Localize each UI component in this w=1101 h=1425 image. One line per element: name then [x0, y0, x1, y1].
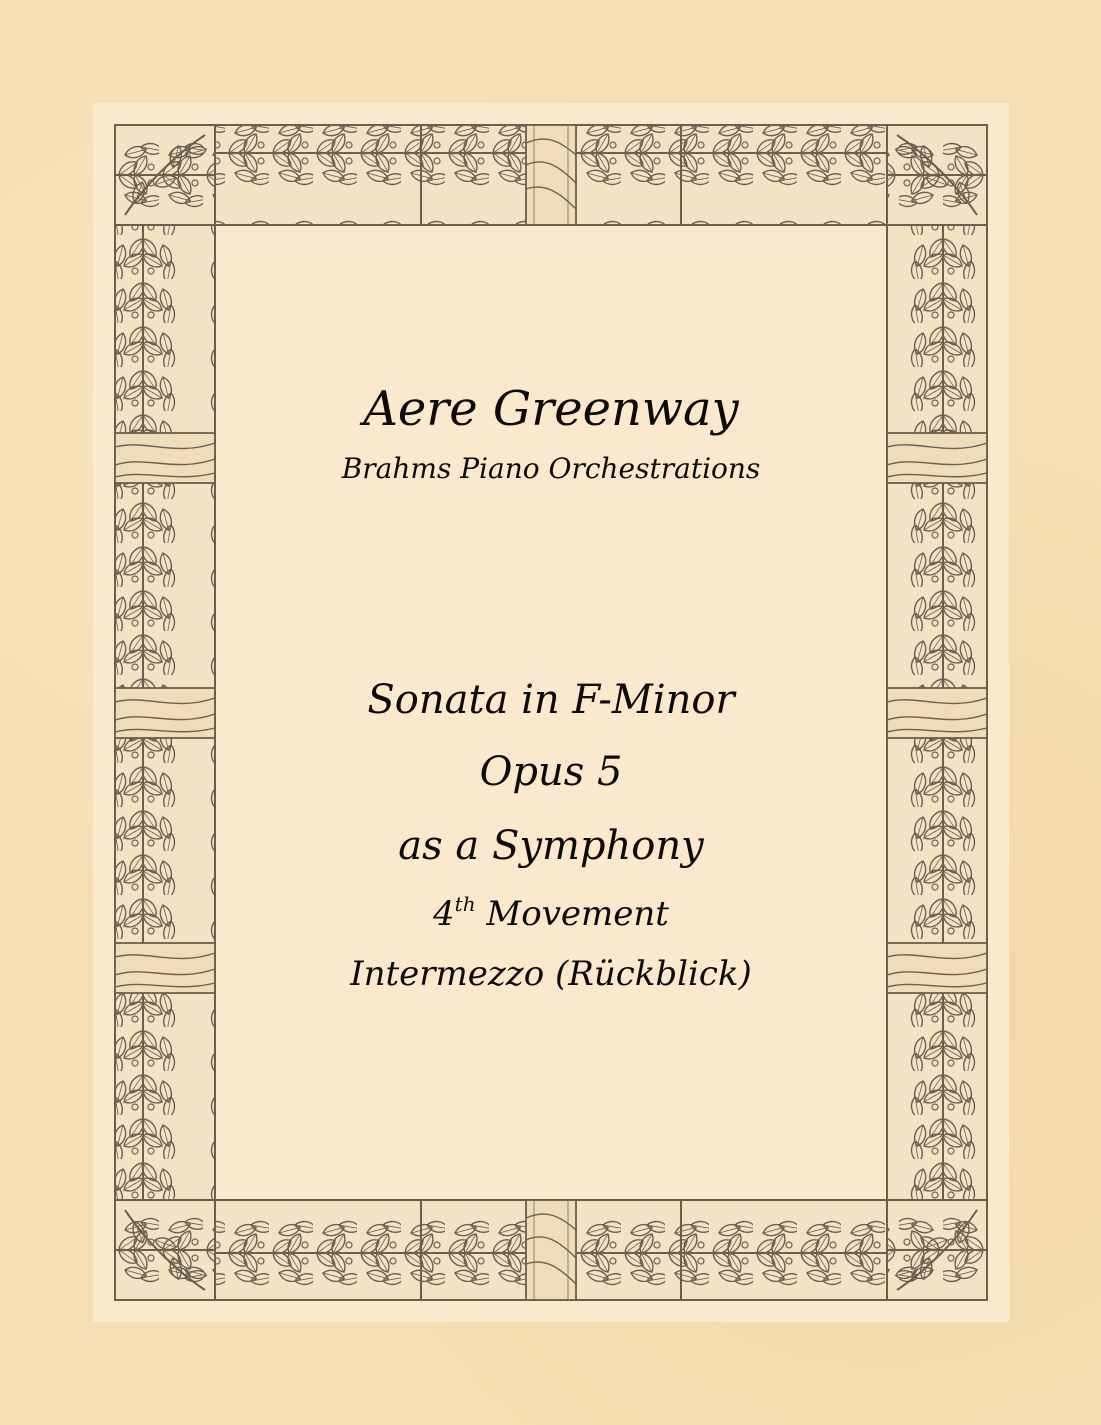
movement-word: Movement	[486, 894, 669, 934]
movement-label	[93, 893, 1009, 935]
movement-number: 4	[433, 894, 455, 934]
movement-title: Intermezzo (Rückblick)	[350, 954, 752, 994]
arrangement-label: as a Symphony	[398, 823, 704, 869]
opus-number: Opus 5	[479, 749, 623, 795]
collection-title: Brahms Piano Orchestrations	[341, 452, 761, 485]
cover-sheet	[93, 103, 1009, 1322]
work-title: Sonata in F-Minor	[367, 677, 735, 723]
movement-ordinal-suffix: th	[454, 892, 476, 916]
composer-name: Aere Greenway	[363, 381, 739, 437]
